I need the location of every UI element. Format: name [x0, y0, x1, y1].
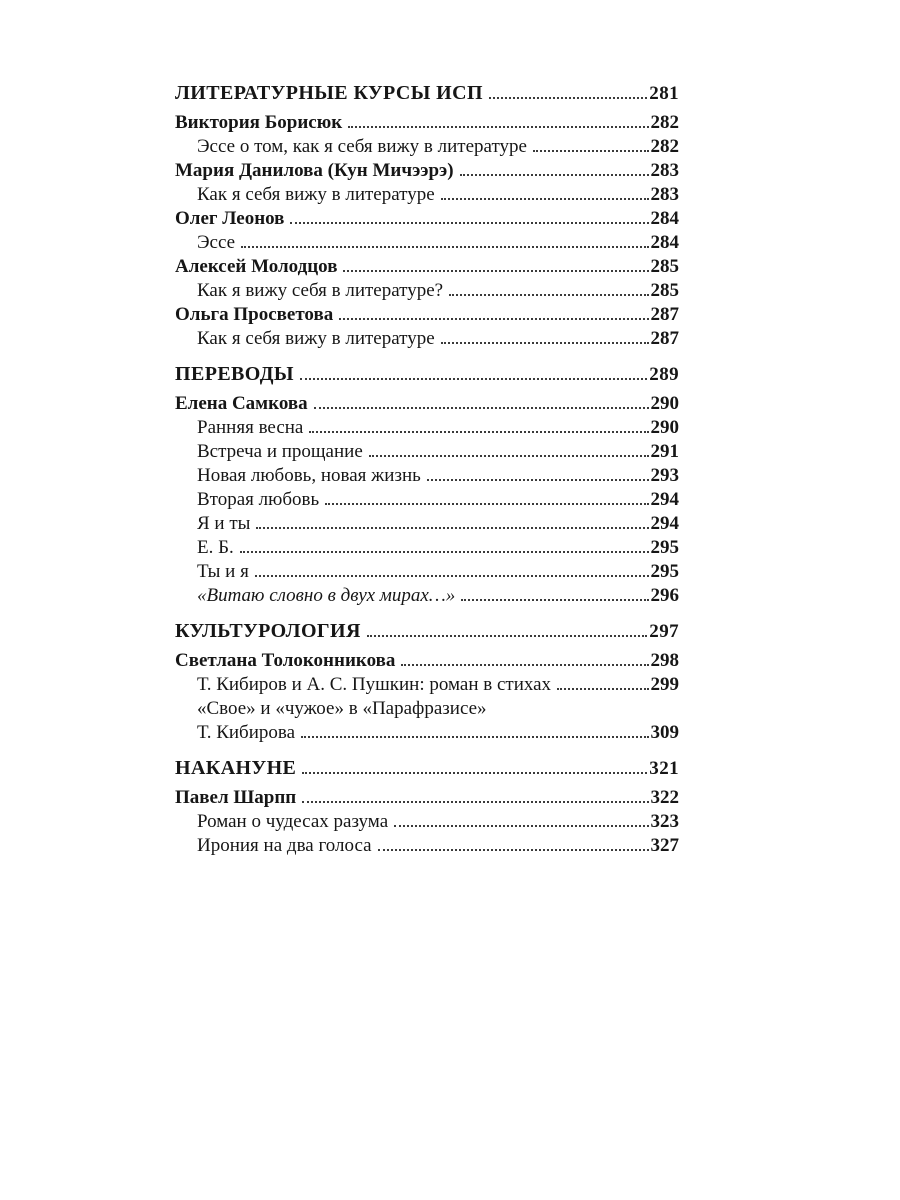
dot-leader [461, 599, 648, 601]
toc-entry [175, 724, 679, 742]
toc-entry [175, 306, 679, 324]
toc-entry-title: Вторая любовь [197, 489, 320, 510]
toc-entry-title: Т. Кибирова [197, 722, 296, 743]
dot-leader [309, 431, 648, 433]
toc-entry [175, 365, 679, 384]
toc-entry-page: 322 [650, 787, 679, 808]
toc-entry [175, 282, 679, 300]
dot-leader [427, 479, 649, 481]
dot-leader [460, 174, 649, 176]
toc-entry [175, 813, 679, 831]
dot-leader [301, 736, 648, 738]
toc-entry-page: 290 [650, 393, 679, 414]
dot-leader [302, 772, 647, 774]
toc-entry [175, 587, 679, 605]
toc-entry-page: 321 [649, 758, 679, 779]
toc-entry [175, 491, 679, 509]
toc-entry [175, 84, 679, 103]
toc-entry-title: НАКАНУНЕ [175, 757, 297, 779]
toc-entry-page: 295 [650, 537, 679, 558]
toc-entry-page: 298 [650, 650, 679, 671]
toc-entry-title: Ольга Просветова [175, 304, 334, 325]
toc-entry [175, 539, 679, 557]
toc-entry-title: ПЕРЕВОДЫ [175, 363, 294, 385]
dot-leader [256, 527, 648, 529]
toc-entry-title: Е. Б. [197, 537, 234, 558]
toc-entry-title: Виктория Борисюк [175, 112, 343, 133]
toc-entry-title: Новая любовь, новая жизнь [197, 465, 421, 486]
dot-leader [489, 97, 647, 99]
toc-entry-page: 284 [650, 232, 679, 253]
dot-leader [302, 801, 648, 803]
toc-entry [175, 652, 679, 670]
toc-entry-title: Эссе о том, как я себя вижу в литературе [197, 136, 527, 157]
dot-leader [557, 688, 648, 690]
toc-entry-page: 291 [650, 441, 679, 462]
toc-entry-title: Встреча и прощание [197, 441, 363, 462]
toc-entry [175, 759, 679, 778]
toc-entry-page: 296 [650, 585, 679, 606]
toc-entry [175, 210, 679, 228]
dot-leader [348, 126, 648, 128]
toc-entry-page: 285 [650, 280, 679, 301]
toc-entry [175, 258, 679, 276]
dot-leader [378, 849, 649, 851]
dot-leader [441, 198, 649, 200]
dot-leader [401, 664, 648, 666]
toc-entry-page: 287 [650, 328, 679, 349]
toc-entry [175, 234, 679, 252]
toc-entry-title: Олег Леонов [175, 208, 285, 229]
toc-entry-title: Павел Шарпп [175, 787, 297, 808]
toc-entry [175, 138, 679, 156]
toc-entry [175, 443, 679, 461]
toc-entry [175, 789, 679, 807]
toc-entry-title: «Витаю словно в двух мирах…» [197, 585, 456, 606]
toc-entry-title: Алексей Молодцов [175, 256, 338, 277]
toc-entry [175, 563, 679, 581]
toc-entry-title: Ирония на два голоса [197, 835, 372, 856]
toc-entry-page: 282 [650, 112, 679, 133]
toc-entry-title: Роман о чудесах разума [197, 811, 389, 832]
toc-entry-page: 283 [650, 184, 679, 205]
toc-entry-page: 299 [650, 674, 679, 695]
toc-entry-page: 284 [650, 208, 679, 229]
toc-entry [175, 162, 679, 180]
dot-leader [394, 825, 648, 827]
toc-entry-page: 309 [650, 722, 679, 743]
toc-entry [175, 622, 679, 641]
dot-leader [290, 222, 648, 224]
toc-entry-page: 295 [650, 561, 679, 582]
dot-leader [441, 342, 649, 344]
toc-entry-page: 285 [650, 256, 679, 277]
toc-entry-title: КУЛЬТУРОЛОГИЯ [175, 620, 361, 642]
dot-leader [339, 318, 648, 320]
toc-entry-page: 282 [650, 136, 679, 157]
toc-entry-page: 290 [650, 417, 679, 438]
dot-leader [325, 503, 648, 505]
dot-leader [240, 551, 649, 553]
toc-entry-page: 294 [650, 489, 679, 510]
toc-entry-page: 323 [650, 811, 679, 832]
toc-entry-title: «Свое» и «чужое» в «Парафразисе» [197, 698, 487, 719]
dot-leader [241, 246, 648, 248]
toc-entry-page: 294 [650, 513, 679, 534]
toc-entry-title: ЛИТЕРАТУРНЫЕ КУРСЫ ИСП [175, 82, 483, 104]
toc-entry [175, 515, 679, 533]
toc-entry-page: 289 [649, 364, 679, 385]
toc-entry-title: Как я вижу себя в литературе? [197, 280, 444, 301]
dot-leader [343, 270, 648, 272]
dot-leader [369, 455, 649, 457]
toc-entry-title: Светлана Толоконникова [175, 650, 396, 671]
toc-entry [175, 186, 679, 204]
dot-leader [255, 575, 649, 577]
toc-entry-page: 287 [650, 304, 679, 325]
toc-list [175, 84, 679, 855]
toc-entry-title: Ранняя весна [197, 417, 304, 438]
toc-entry-title: Ты и я [197, 561, 249, 582]
dot-leader [367, 635, 647, 637]
toc-entry-title: Я и ты [197, 513, 251, 534]
toc-entry-title: Эссе [197, 232, 236, 253]
dot-leader [533, 150, 649, 152]
toc-entry [175, 837, 679, 855]
toc-entry-page: 293 [650, 465, 679, 486]
toc-entry [175, 330, 679, 348]
toc-entry-page: 297 [649, 621, 679, 642]
toc-entry-title: Как я себя вижу в литературе [197, 184, 435, 205]
toc-entry [175, 700, 679, 718]
dot-leader [314, 407, 649, 409]
toc-entry [175, 419, 679, 437]
toc-entry-page: 281 [649, 83, 679, 104]
toc-entry [175, 395, 679, 413]
toc-entry-page: 327 [650, 835, 679, 856]
toc-entry-title: Елена Самкова [175, 393, 308, 414]
toc-entry-title: Мария Данилова (Кун Мичээрэ) [175, 160, 454, 181]
toc-entry [175, 467, 679, 485]
toc-entry [175, 676, 679, 694]
dot-leader [449, 294, 648, 296]
toc-entry-title: Т. Кибиров и А. С. Пушкин: роман в стихах [197, 674, 552, 695]
toc-entry-title: Как я себя вижу в литературе [197, 328, 435, 349]
toc-entry-page: 283 [650, 160, 679, 181]
toc-entry [175, 114, 679, 132]
dot-leader [300, 378, 647, 380]
